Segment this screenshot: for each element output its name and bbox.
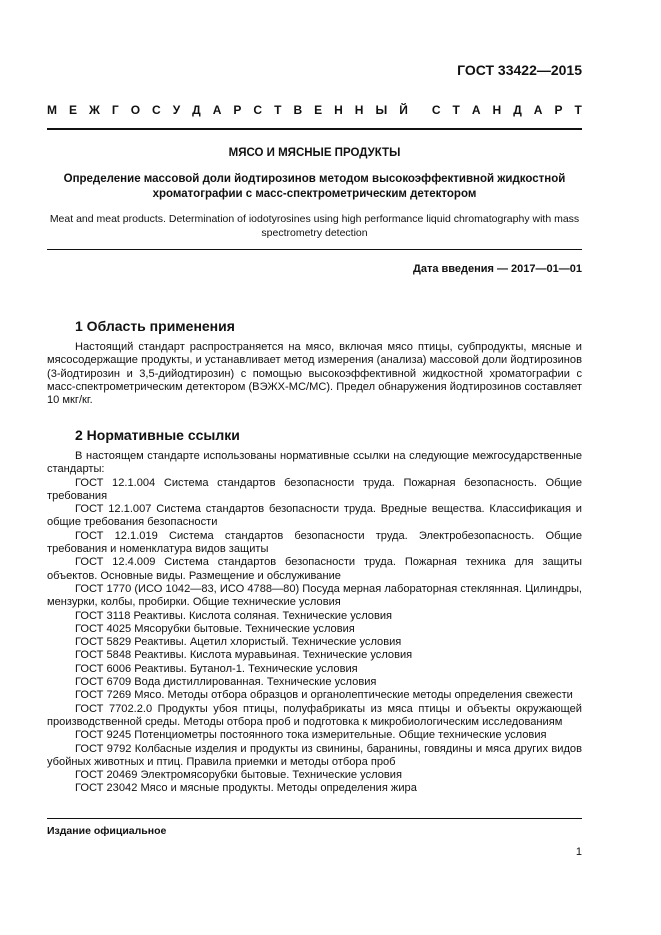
banner-letter: Т (452, 103, 460, 117)
banner-letter: С (431, 103, 441, 117)
document-code: ГОСТ 33422—2015 (457, 62, 582, 78)
reference-item: ГОСТ 5829 Реактивы. Ацетил хлористый. Технические условия (75, 636, 402, 649)
banner-letter: Е (314, 103, 323, 117)
banner-letter: А (471, 103, 481, 117)
banner-letter: Р (233, 103, 242, 117)
reference-item: ГОСТ 3118 Реактивы. Кислота соляная. Технические условия (75, 609, 393, 622)
section-1-body (47, 341, 582, 407)
banner-letter: Е (69, 103, 78, 117)
title-rule (47, 249, 582, 250)
section-2-heading: 2 Нормативные ссылки (75, 427, 240, 443)
banner-rule (47, 128, 582, 130)
banner-letter: С (253, 103, 263, 117)
section-2-body (47, 450, 582, 796)
standard-type-banner (47, 103, 582, 117)
reference-item: ГОСТ 7702.2.0 Продукты убоя птицы, полуфабрикаты из мяса птицы и объекты окружающей производственной среды. Методы отбора проб и подготовка к микробиологическим исследованиям (47, 702, 582, 728)
official-edition-label: Издание официальное (47, 825, 167, 837)
reference-item: ГОСТ 12.1.007 Система стандартов безопасности труда. Вредные вещества. Классификация и общие требования безопасности (47, 503, 582, 529)
reference-item: ГОСТ 9792 Колбасные изделия и продукты из свинины, баранины, говядины и мяса других видов убойных животных и птиц. Правила приемки и методы отбора проб (47, 742, 582, 768)
reference-item: ГОСТ 20469 Электромясорубки бытовые. Технические условия (75, 769, 403, 782)
standard-subtitle: Определение массовой доли йодтирозинов методом высокоэффективной жидкостной хроматографии с масс-спектрометрическим детектором (63, 173, 566, 200)
standard-title: МЯСО И МЯСНЫЕ ПРОДУКТЫ (228, 147, 401, 159)
standard-english-title: Meat and meat products. Determination of iodotyrosines using high performance liquid chromatography with mass spectrometry detection (49, 213, 580, 239)
banner-letter: Д (513, 103, 522, 117)
footer-rule (47, 818, 582, 819)
banner-letter: Г (111, 103, 119, 117)
banner-letter: У (172, 103, 181, 117)
banner-letter: Т (274, 103, 282, 117)
banner-letter: Н (354, 103, 364, 117)
introduction-date: Дата введения — 2017—01—01 (413, 263, 582, 275)
section-1-paragraph: Настоящий стандарт распространяется на мясо, включая мясо птицы, субпродукты, мясные и мясосодержащие продукты, и устанавливает метод измерения (анализа) массовой доли йодтирозинов (3-йодтирозин и 3,5-дийодтирозин) с помощью высокоэффективной жидкостной хроматографии с масс-спектрометрическим детектором (ВЭЖХ-МС/МС). Предел обнаружения йодтирозинов составляет 10 мкг/кг. (47, 341, 582, 407)
reference-item: ГОСТ 4025 Мясорубки бытовые. Технические условия (75, 622, 355, 635)
reference-item: ГОСТ 6709 Вода дистиллированная. Технические условия (75, 676, 377, 689)
banner-letter: С (152, 103, 161, 117)
section-2-intro: В настоящем стандарте использованы нормативные ссылки на следующие межгосударственные стандарты: (47, 450, 582, 476)
reference-item: ГОСТ 1770 (ИСО 1042—83, ИСО 4788—80) Посуда мерная лабораторная стеклянная. Цилиндры, мензурки, колбы, пробирки. Общие технические условия (47, 582, 582, 609)
reference-item: ГОСТ 6006 Реактивы. Бутанол-1. Технические условия (75, 662, 358, 675)
reference-item: ГОСТ 7269 Мясо. Методы отбора образцов и органолептические методы определения свежести (75, 689, 573, 702)
reference-item: ГОСТ 12.4.009 Система стандартов безопасности труда. Пожарная техника для защиты объектов. Основные виды. Размещение и обслуживание (47, 556, 582, 582)
banner-letter: М (47, 103, 57, 117)
banner-letter: Ж (89, 103, 100, 117)
reference-item: ГОСТ 12.1.004 Система стандартов безопасности труда. Пожарная безопасность. Общие требования (47, 476, 582, 502)
banner-letter: Р (554, 103, 563, 117)
reference-item: ГОСТ 9245 Потенциометры постоянного тока измерительные. Общие технические условия (75, 729, 547, 742)
banner-letter: А (212, 103, 222, 117)
reference-item: ГОСТ 5848 Реактивы. Кислота муравьиная. Технические условия (75, 649, 413, 662)
banner-letter: Н (492, 103, 502, 117)
banner-letter: В (293, 103, 303, 117)
section-1-heading: 1 Область применения (75, 318, 235, 334)
banner-letter: Ы (375, 103, 388, 117)
banner-letter: Т (574, 103, 582, 117)
reference-item: ГОСТ 12.1.019 Система стандартов безопасности труда. Электробезопасность. Общие требования и номенклатура видов защиты (47, 529, 582, 556)
banner-letter: О (130, 103, 141, 117)
banner-letter: Й (399, 103, 408, 117)
banner-letter: Н (334, 103, 343, 117)
reference-item: ГОСТ 23042 Мясо и мясные продукты. Методы определения жира (75, 782, 417, 795)
banner-letter: Д (192, 103, 201, 117)
banner-letter: А (533, 103, 543, 117)
page-number: 1 (575, 846, 582, 858)
